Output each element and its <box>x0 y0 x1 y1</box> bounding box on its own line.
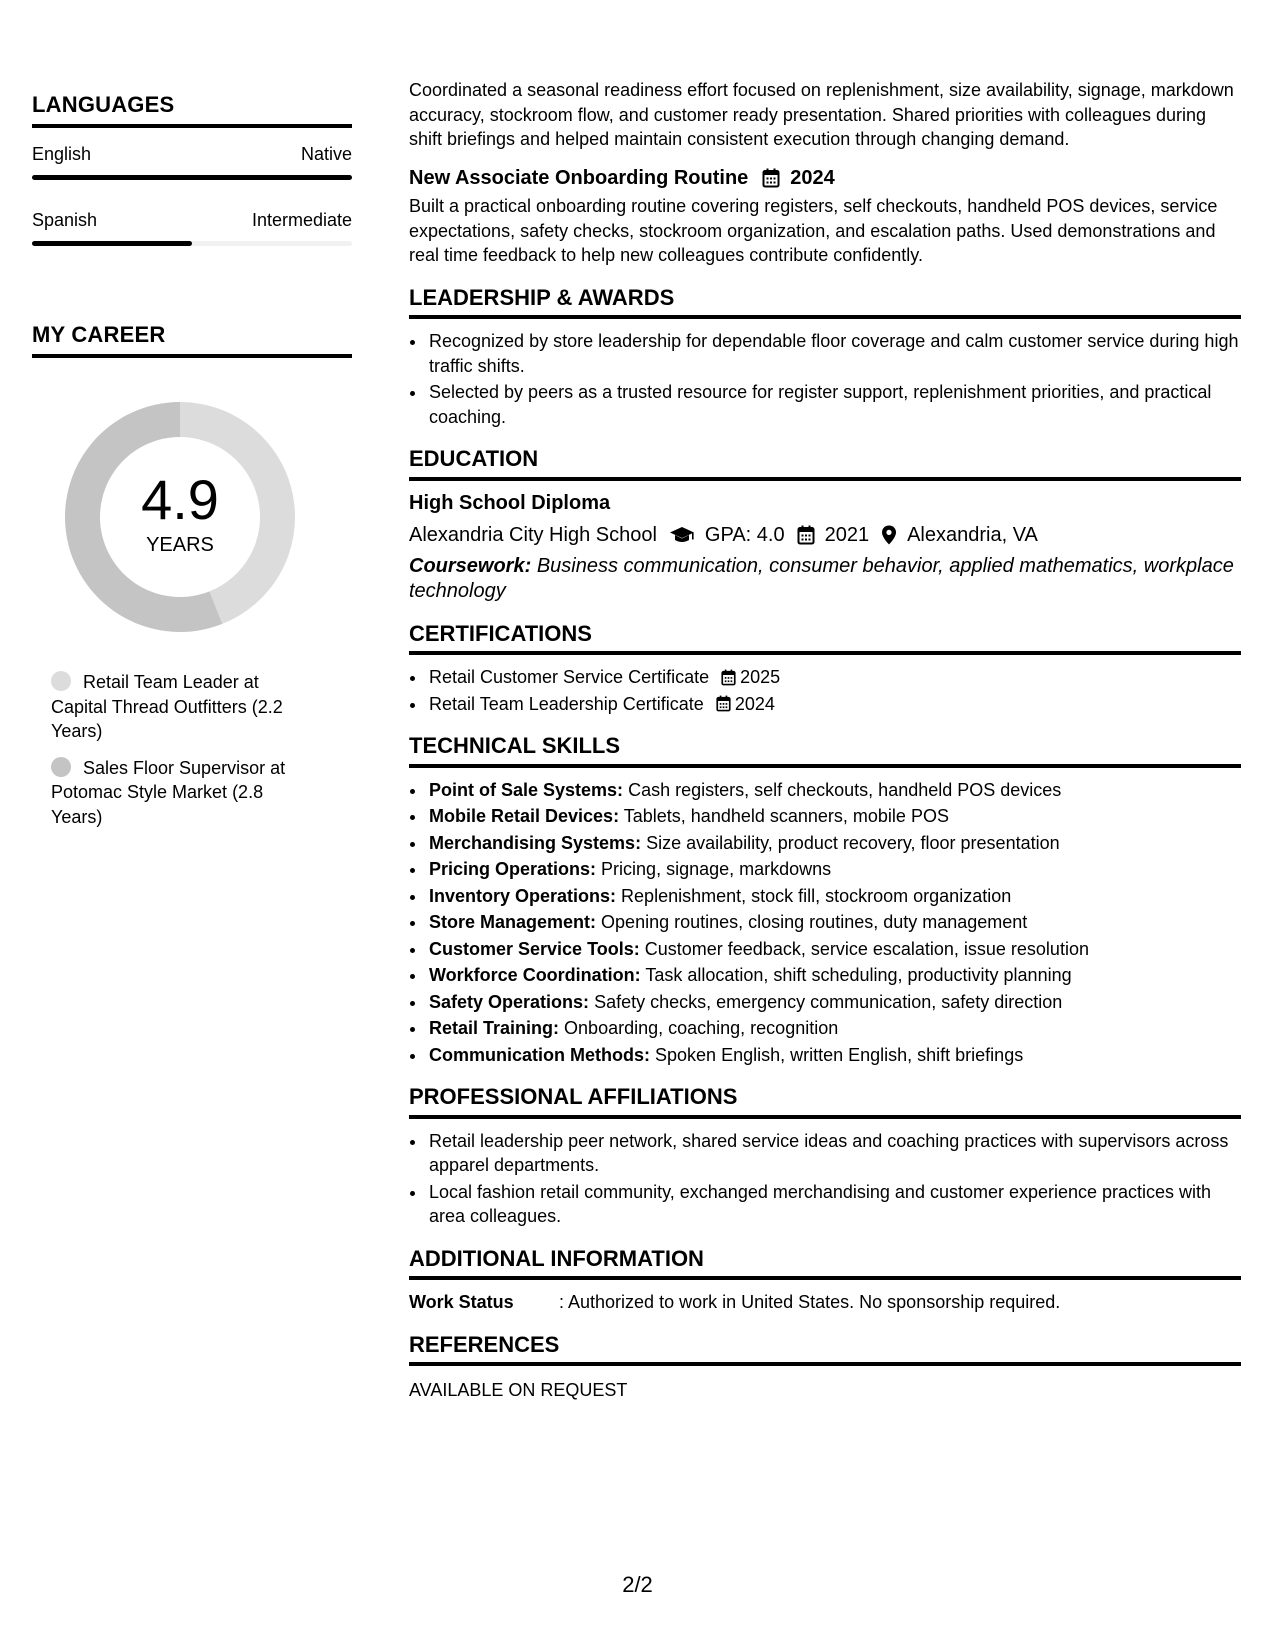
leadership-heading: LEADERSHIP & AWARDS <box>409 286 1241 320</box>
skill-value: Replenishment, stock fill, stockroom organization <box>621 885 1012 906</box>
education-coursework <box>409 554 1241 604</box>
graduation-cap-icon <box>669 526 695 544</box>
additional-info-row <box>409 1290 1241 1315</box>
skill-item <box>427 990 1241 1015</box>
skill-item <box>427 1016 1241 1041</box>
language-proficiency-bar <box>32 175 352 180</box>
list-item: • Retail leadership peer network, shared service ideas and coaching practices with supervisors across apparel departments. <box>427 1129 1241 1178</box>
legend-dot-icon <box>51 757 71 777</box>
skill-label: Merchandising Systems: <box>429 832 642 853</box>
language-proficiency-fill <box>32 241 192 246</box>
skill-item <box>427 937 1241 962</box>
skill-value: Onboarding, coaching, recognition <box>564 1018 839 1038</box>
skill-item <box>427 804 1241 829</box>
skill-label: Point of Sale Systems: <box>429 779 624 800</box>
certificate-year: 2025 <box>740 667 781 687</box>
references-heading: REFERENCES <box>409 1333 1241 1367</box>
skill-item <box>427 857 1241 882</box>
list-item: • Recognized by store leadership for dependable floor coverage and calm customer service during high traffic shifts. <box>427 329 1241 378</box>
skill-value: Customer feedback, service escalation, issue resolution <box>644 938 1089 959</box>
career-donut-chart <box>65 402 295 632</box>
career-legend-item <box>51 670 311 744</box>
skill-label: Inventory Operations: <box>429 885 617 906</box>
languages-heading: LANGUAGES <box>32 92 352 128</box>
skill-value: Task allocation, shift scheduling, productivity planning <box>645 965 1072 985</box>
education-location: Alexandria, VA <box>907 524 1038 546</box>
calendar-icon <box>797 525 815 545</box>
skill-label: Workforce Coordination: <box>429 965 641 985</box>
right-column <box>409 78 1241 1403</box>
info-key: Work Status <box>409 1292 514 1312</box>
project-intro-text: Coordinated a seasonal readiness effort focused on replenishment, size availability, signage, markdown accuracy, stockroom flow, and customer ready presentation. Shared priorities with colleagues during shift briefings and helped maintain consistent execution through changing demand. <box>409 80 1234 149</box>
education-gpa: GPA: 4.0 <box>704 524 785 546</box>
language-item <box>32 144 352 180</box>
education-year: 2021 <box>824 524 870 546</box>
affiliations-list <box>409 1129 1241 1229</box>
skill-item <box>427 963 1241 988</box>
list-item <box>427 665 1241 690</box>
skill-label: Communication Methods: <box>429 1044 650 1065</box>
skill-value: Size availability, product recovery, floor presentation <box>646 832 1060 853</box>
calendar-icon <box>762 168 780 188</box>
education-heading: EDUCATION <box>409 447 1241 481</box>
list-item <box>427 692 1241 717</box>
skill-value: Tablets, handheld scanners, mobile POS <box>623 806 949 826</box>
skill-label: Retail Training: <box>429 1018 560 1038</box>
skill-label: Mobile Retail Devices: <box>429 806 620 826</box>
affiliations-heading: PROFESSIONAL AFFILIATIONS <box>409 1085 1241 1119</box>
language-name: Spanish <box>32 210 98 230</box>
education-degree: High School Diploma <box>409 491 611 514</box>
language-item <box>32 210 352 246</box>
additional-info-heading: ADDITIONAL INFORMATION <box>409 1247 1241 1281</box>
language-proficiency-fill <box>32 175 352 180</box>
project-heading <box>409 166 1241 191</box>
skill-value: Pricing, signage, markdowns <box>601 859 832 879</box>
education-school: Alexandria City High School <box>409 524 657 546</box>
career-legend-item <box>51 756 311 830</box>
coursework-label: Coursework: <box>409 554 532 577</box>
skills-heading: TECHNICAL SKILLS <box>409 734 1241 768</box>
skill-label: Safety Operations: <box>429 991 590 1012</box>
page-number: 2/2 <box>622 1572 653 1597</box>
skill-value: Safety checks, emergency communication, safety direction <box>594 991 1063 1012</box>
certificate-name: • Retail Team Leadership Certificate <box>429 693 704 714</box>
certificate-year: 2024 <box>734 693 775 714</box>
language-level: Intermediate <box>251 210 352 230</box>
certifications-list <box>409 665 1241 716</box>
legend-dot-icon <box>51 671 71 691</box>
left-column <box>32 92 352 841</box>
career-legend <box>51 670 311 829</box>
career-total-unit: YEARS <box>146 533 214 556</box>
career-role-label: Retail Team Leader at Capital Thread Outfitters (2.2 Years) <box>51 672 283 741</box>
calendar-icon <box>716 695 731 712</box>
education-details <box>409 523 1241 548</box>
references-text: AVAILABLE ON REQUEST <box>409 1380 628 1400</box>
language-level: Native <box>300 144 352 164</box>
info-value: : Authorized to work in United States. No sponsorship required. <box>559 1292 1061 1312</box>
location-pin-icon <box>881 525 897 545</box>
language-name: English <box>32 144 92 164</box>
calendar-icon <box>721 669 736 686</box>
language-proficiency-bar <box>32 241 352 246</box>
skill-label: Pricing Operations: <box>429 859 597 879</box>
career-role-label: Sales Floor Supervisor at Potomac Style Market (2.8 Years) <box>51 757 286 827</box>
career-total-years: 4.9 <box>141 467 219 531</box>
skill-label: Store Management: <box>429 912 597 932</box>
career-heading: MY CAREER <box>32 322 352 358</box>
project-description: Built a practical onboarding routine covering registers, self checkouts, handheld POS devices, service expectations, safety checks, stockroom organization, and escalation paths. Used demonstrations and real time feedback to help new colleagues contribute confidently. <box>409 196 1218 265</box>
skill-value: Opening routines, closing routines, duty management <box>601 912 1028 932</box>
skill-item <box>427 884 1241 909</box>
skill-item <box>427 1043 1241 1068</box>
list-item: • Selected by peers as a trusted resource for register support, replenishment priorities, and practical coaching. <box>427 380 1241 429</box>
skills-list <box>409 778 1241 1068</box>
skill-item <box>427 831 1241 856</box>
certificate-name: • Retail Customer Service Certificate <box>429 667 710 687</box>
list-item: • Local fashion retail community, exchanged merchandising and customer experience practices with area colleagues. <box>427 1180 1241 1229</box>
leadership-list <box>409 329 1241 429</box>
certifications-heading: CERTIFICATIONS <box>409 622 1241 656</box>
project-title: New Associate Onboarding Routine <box>409 166 749 189</box>
skill-label: Customer Service Tools: <box>429 938 640 959</box>
skill-value: Cash registers, self checkouts, handheld POS devices <box>628 779 1062 800</box>
coursework-text: Business communication, consumer behavior, applied mathematics, workplace technology <box>409 554 1234 602</box>
skill-item <box>427 910 1241 935</box>
project-year: 2024 <box>790 166 835 189</box>
skill-item <box>427 778 1241 803</box>
skill-value: Spoken English, written English, shift briefings <box>655 1044 1024 1065</box>
